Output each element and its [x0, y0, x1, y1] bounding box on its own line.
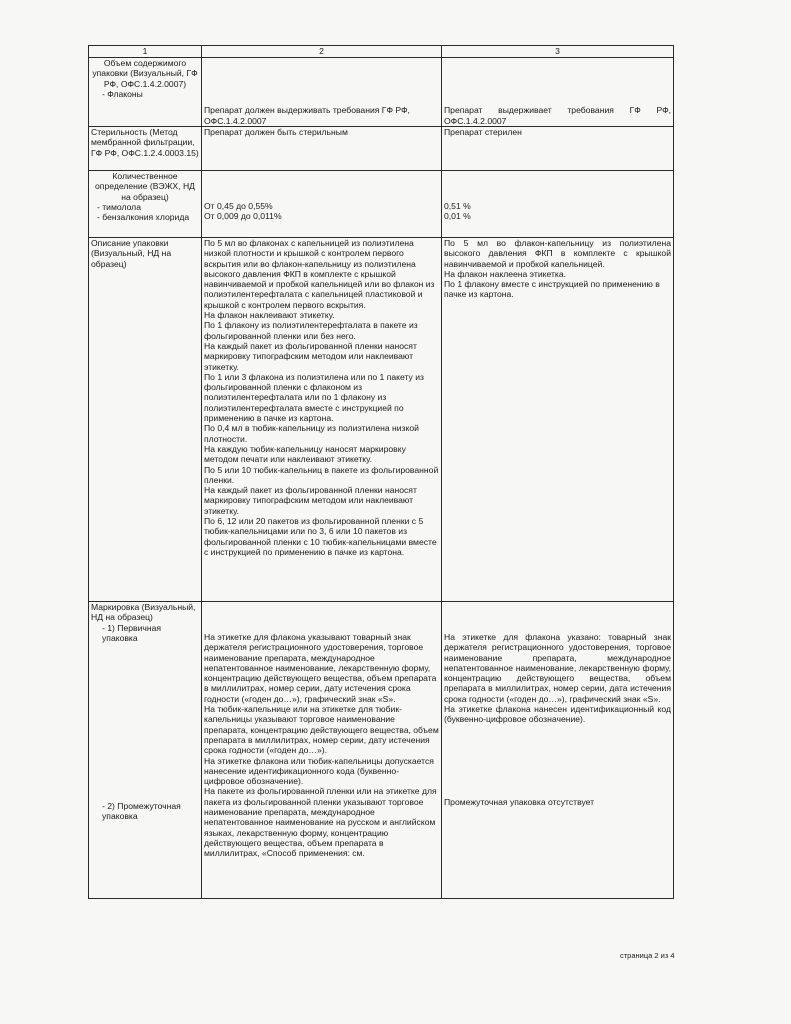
sterility-requirement: Препарат должен быть стерильным — [202, 127, 442, 171]
volume-requirement-cell — [202, 58, 442, 127]
table-row-volume — [89, 58, 674, 127]
sterility-label: Стерильность (Метод мембранной фильтрации, ГФ РФ, ОФС.1.2.4.0003.15) — [89, 127, 202, 171]
package-req-paragraph: По 1 флакону из полиэтилентерефталата в пакете из фольгированной пленки или без него. — [204, 320, 418, 341]
package-req-paragraph: По 6, 12 или 20 пакетов из фольгированной пленки с 5 тюбик-капельницами или по 3, 6 или 10 пакетов из фольгированной пленки с 10 тюбик-капельницами вместе с инструкцией по применению в пачке из картона. — [204, 516, 437, 557]
volume-result-cell — [442, 58, 674, 127]
package-req-paragraph: На каждую тюбик-капельницу наносят маркировку методом печати или наклеивают этикетку. — [204, 443, 406, 465]
table-row-assay — [89, 171, 674, 238]
table-row-marking — [89, 602, 674, 899]
marking-req-secondary: На пакете из фольгированной пленки или на этикетке для пакета из фольгированной пленки указывают торговое наименование препарата, международное непатентованное наименование на русском и английском языках, лекарственную форму, концентрацию действующего вещества, объем препарата в миллилитрах, «Способ применения: см. — [204, 786, 437, 859]
package-req-paragraph: На каждый пакет из фольгированной пленки наносят маркировку типографским методом или наклеивают этикетку. — [204, 485, 417, 516]
package-res-paragraph: По 5 мл во флакон-капельницу из полиэтилена высокого давления ФКП в комплекте с крышкой навинчиваемой и пробкой капельницей. — [444, 238, 671, 269]
volume-requirement: Препарат должен выдерживать требования ГФ РФ, ОФС.1.4.2.0007 — [204, 105, 410, 126]
marking-req-primary: На этикетке для флакона указывают товарный знак держателя регистрационного удостоверения, торговое наименование препарата, международное непатентованное наименование, лекарственную форму, концентрацию действующего вещества, объем препарата в миллилитрах, номер серии, дату истечения срока годности («годен до…»), графический знак «S». — [204, 632, 437, 704]
table-row-package — [89, 238, 674, 602]
column-number-1: 1 — [89, 46, 202, 58]
package-label: Описание упаковки (Визуальный, НД на образец) — [89, 238, 202, 602]
assay-result-timolol: 0,51 % — [444, 201, 471, 211]
assay-result-benzalkonium: 0,01 % — [444, 211, 471, 222]
package-req-paragraph: По 0,4 мл в тюбик-капельницу из полиэтилена низкой плотности. — [204, 423, 419, 444]
package-req-paragraph: На каждый пакет из фольгированной пленки наносят маркировку типографским методом или наклеивают этикетку. — [204, 340, 417, 372]
package-req-paragraph: На флакон наклеивают этикетку. — [204, 310, 335, 321]
table-header-row — [89, 46, 674, 58]
marking-res-primary: На этикетке флакона нанесен идентификационный код (буквенно-цифровое обозначение). — [444, 704, 671, 725]
assay-label: Количественное определение (ВЭЖХ, НД на образец) — [95, 171, 195, 202]
volume-label: Объем содержимого упаковки (Визуальный, ГФ РФ, ОФС.1.4.2.0007) — [92, 58, 198, 89]
assay-requirement-benzalkonium: От 0,009 до 0,011% — [204, 211, 282, 222]
package-result-cell — [442, 238, 674, 602]
assay-cell — [89, 171, 202, 238]
marking-cell — [89, 602, 202, 899]
results-table — [88, 45, 674, 899]
assay-result-cell — [442, 171, 674, 238]
package-req-paragraph: По 5 мл во флаконах с капельницей из полиэтилена низкой плотности и крышкой с контролем первого вскрытия или во флакон-капельницу из полиэтилена высокого давления ФКП в комплекте с крышкой навинчиваемой и пробкой капельницей или во флакон из полиэтилентерефталата с капельницей пластиковой и крышкой с контролем первого вскрытия. — [204, 238, 435, 310]
package-res-paragraph: По 1 флакону вместе с инструкцией по применению в пачке из картона. — [444, 279, 660, 300]
assay-requirement-timolol: От 0,45 до 0,55% — [204, 201, 273, 211]
page-number: страница 2 из 4 — [620, 951, 675, 960]
marking-sub-primary: - 1) Первичная упаковка — [102, 622, 162, 643]
marking-req-primary: На тюбик-капельнице или на этикетке для тюбик-капельницы указывают торговое наименование препарата, концентрацию действующего вещества, объем препарата в миллилитрах, номер серии, дату истечения срока годности («годен до…»). — [204, 704, 439, 756]
package-requirement-cell — [202, 238, 442, 602]
assay-sub-timolol: - тимолола — [97, 201, 141, 212]
marking-result-cell — [442, 602, 674, 899]
volume-sub: - Флаконы — [102, 88, 143, 99]
assay-requirement-cell — [202, 171, 442, 238]
table-row-sterility — [89, 127, 674, 171]
package-req-paragraph: По 5 или 10 тюбик-капельниц в пакете из фольгированной пленки. — [204, 464, 439, 485]
column-number-2: 2 — [202, 46, 442, 58]
marking-res-primary: На этикетке для флакона указано: товарный знак держателя регистрационного удостоверения, торговое наименование препарата, международное непатентованное наименование, лекарственную форму, концентрацию действующего вещества, объем препарата в миллилитрах, номер серии, дата истечения срока годности («годен до…»), графический знак «S». — [444, 632, 671, 704]
volume-cell — [89, 58, 202, 127]
marking-res-secondary: Промежуточная упаковка отсутствует — [444, 796, 595, 807]
marking-sub-secondary: - 2) Промежуточная упаковка — [102, 801, 181, 822]
marking-label: Маркировка (Визуальный, НД на образец) — [91, 602, 196, 623]
package-res-paragraph: На флакон наклеена этикетка. — [444, 268, 567, 279]
package-req-paragraph: По 1 или 3 флакона из полиэтилена или по 1 пакету из фольгированной пленки с флаконом из полиэтилентерефталата или по 1 флакону из полиэтилентерефталата вместе с инструкцией по применению в пачке из картона. — [204, 371, 424, 424]
column-number-3: 3 — [442, 46, 674, 58]
volume-result: Препарат выдерживает требования ГФ РФ, ОФС.1.4.2.0007 — [444, 105, 671, 126]
marking-req-primary: На этикетке флакона или тюбик-капельницы допускается нанесение идентификационного кода (буквенно-цифровое обозначение). — [204, 755, 434, 787]
assay-sub-benzalkonium: - бензалкония хлорида — [97, 212, 190, 223]
sterility-result: Препарат стерилен — [442, 127, 674, 171]
marking-requirement-cell — [202, 602, 442, 899]
